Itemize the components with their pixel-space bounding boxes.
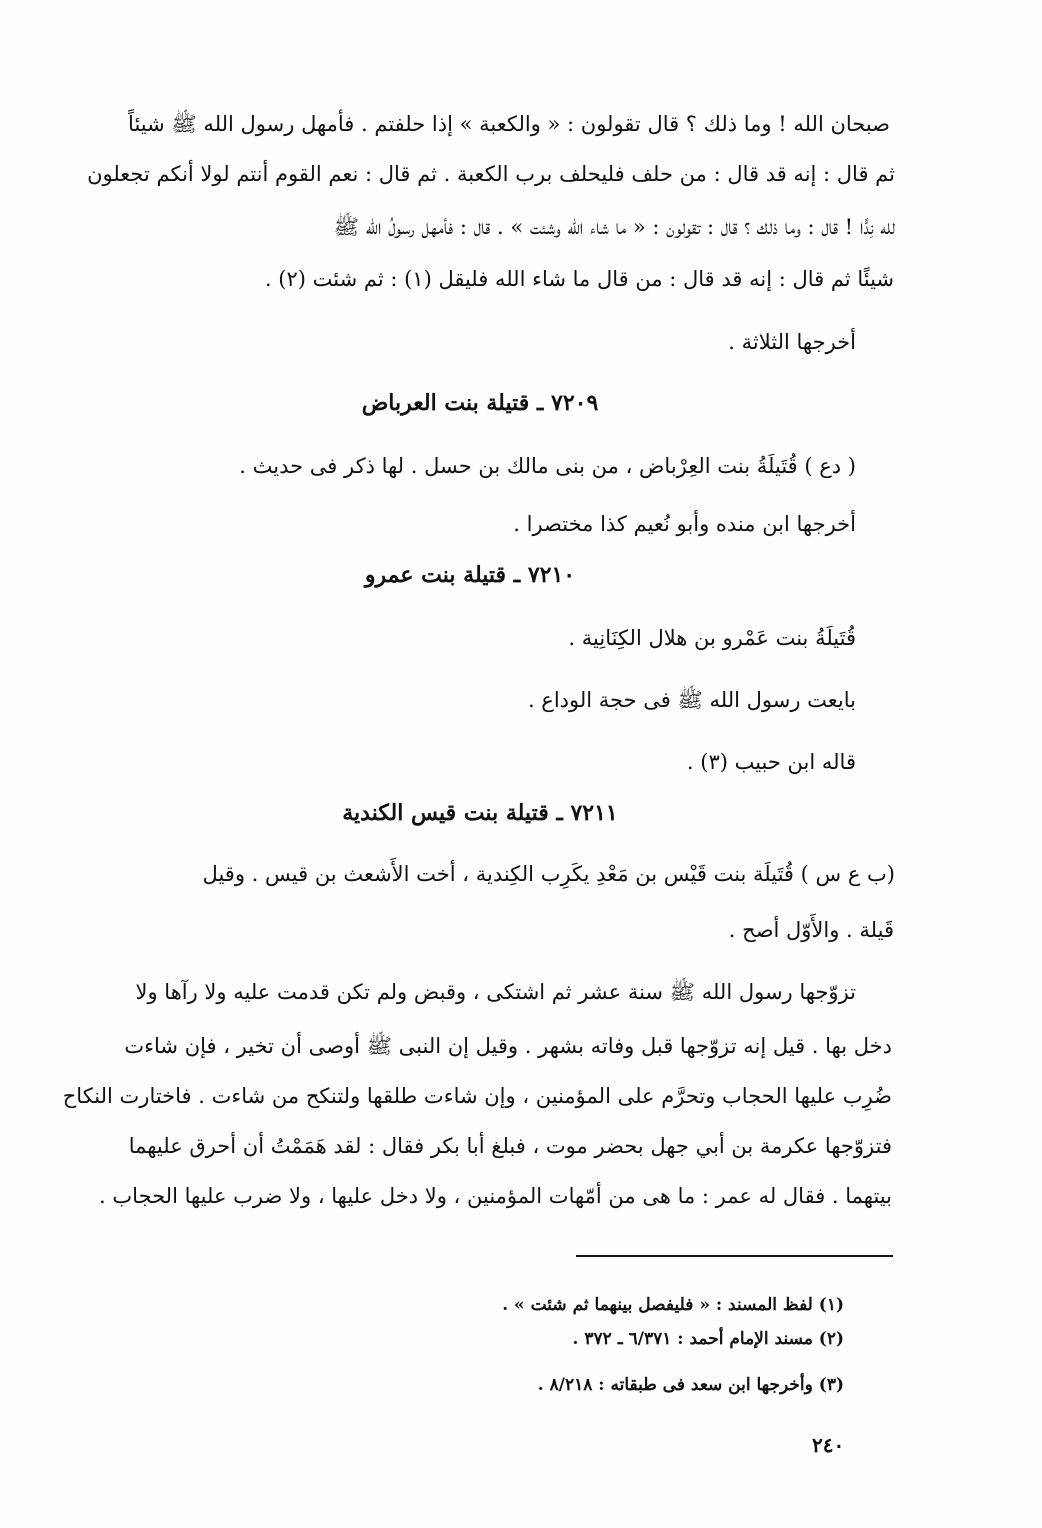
text-line: دخل بها . قيل إنه تزوّجها قبل وفاته بشهر . وقيل إن النبى ﷺ أوصى أن تخير ، فإن شاءت [124, 1034, 892, 1058]
entry-heading: ٧٢٠٩ ـ قتيلة بنت العرباض [361, 390, 599, 416]
text-line: بيتهما . فقال له عمر : ما هى من أمّهات المؤمنين ، ولا دخل عليها ، ولا ضرب عليها الحجاب . [99, 1184, 892, 1208]
text-line: شيئًا ثم قال : إنه قد قال : من قال ما شاء الله فليقل (١) : ثم شئت (٢) . [264, 267, 894, 291]
text-line: ثم قال : إنه قد قال : من حلف فليحلف برب الكعبة . ثم قال : نعم القوم أنتم لولا أنكم تجعلون [87, 162, 895, 186]
text-line: فتزوّجها عكرمة بن أبي جهل بحضر موت ، فبلغ أبا بكر فقال : لقد هَمَمْتُ أن أحرق عليهما [128, 1134, 892, 1158]
page-number: ٢٤٠ [812, 1433, 845, 1457]
text-line: قَيلة . والأَوّل أصح . [728, 918, 894, 942]
footnote: (٣) وأخرجها ابن سعد فى طبقاته : ٨/٢١٨ . [537, 1375, 844, 1395]
text-line: أخرجها الثلاثة . [728, 330, 856, 354]
text-line: بايعت رسول الله ﷺ فى حجة الوداع . [527, 688, 856, 712]
text-line: (ب ع س ) قُتَيلَة بنت قَيْس بن مَعْدِ يكَرِب الكِندية ، أخت الأَشعث بن قيس . وقيل [202, 862, 895, 886]
text-line: ضُرِب عليها الحجاب وتحرَّم على المؤمنين ، وإن شاءت طلقها ولتنكح من شاءت . فاختارت النكاح [62, 1084, 892, 1108]
text-line: أخرجها ابن منده وأبو نُعيم كذا مختصرا . [513, 512, 856, 536]
entry-heading: ٧٢١١ ـ قتيلة بنت قيس الكندية [342, 800, 618, 826]
footnote-divider [576, 1255, 893, 1257]
footnote: (٢) مسند الإمام أحمد : ٦/٣٧١ ـ ٣٧٢ . [572, 1329, 844, 1349]
text-line: لله نِدًّا ! قال : وما ذلك ؟ قال : تقولون : « ما شاء الله وشئت » . قال : فأمهل رسولُ الله ﷺ [333, 215, 895, 239]
footnote: (١) لفظ المسند : « فليفصل بينهما ثم شئت » . [502, 1295, 844, 1315]
entry-heading: ٧٢١٠ ـ قتيلة بنت عمرو [364, 562, 576, 588]
text-line: ( دع ) قُتَيلَةُ بنت العِرْباض ، من بنى مالك بن حسل . لها ذكر فى حديث . [239, 454, 856, 478]
text-line: تزوّجها رسول الله ﷺ سنة عشر ثم اشتكى ، وقبض ولم تكن قدمت عليه ولا رآها ولا [135, 980, 856, 1004]
text-line: قاله ابن حبيب (٣) . [686, 750, 856, 774]
text-line: صبحان الله ! وما ذلك ؟ قال تقولون : « والكعبة » إذا حلفتم . فأمهل رسول الله ﷺ شيئاً [128, 112, 890, 136]
text-line: قُتَيلَةُ بنت عَمْرو بن هلال الكِنَانِية . [568, 626, 856, 650]
